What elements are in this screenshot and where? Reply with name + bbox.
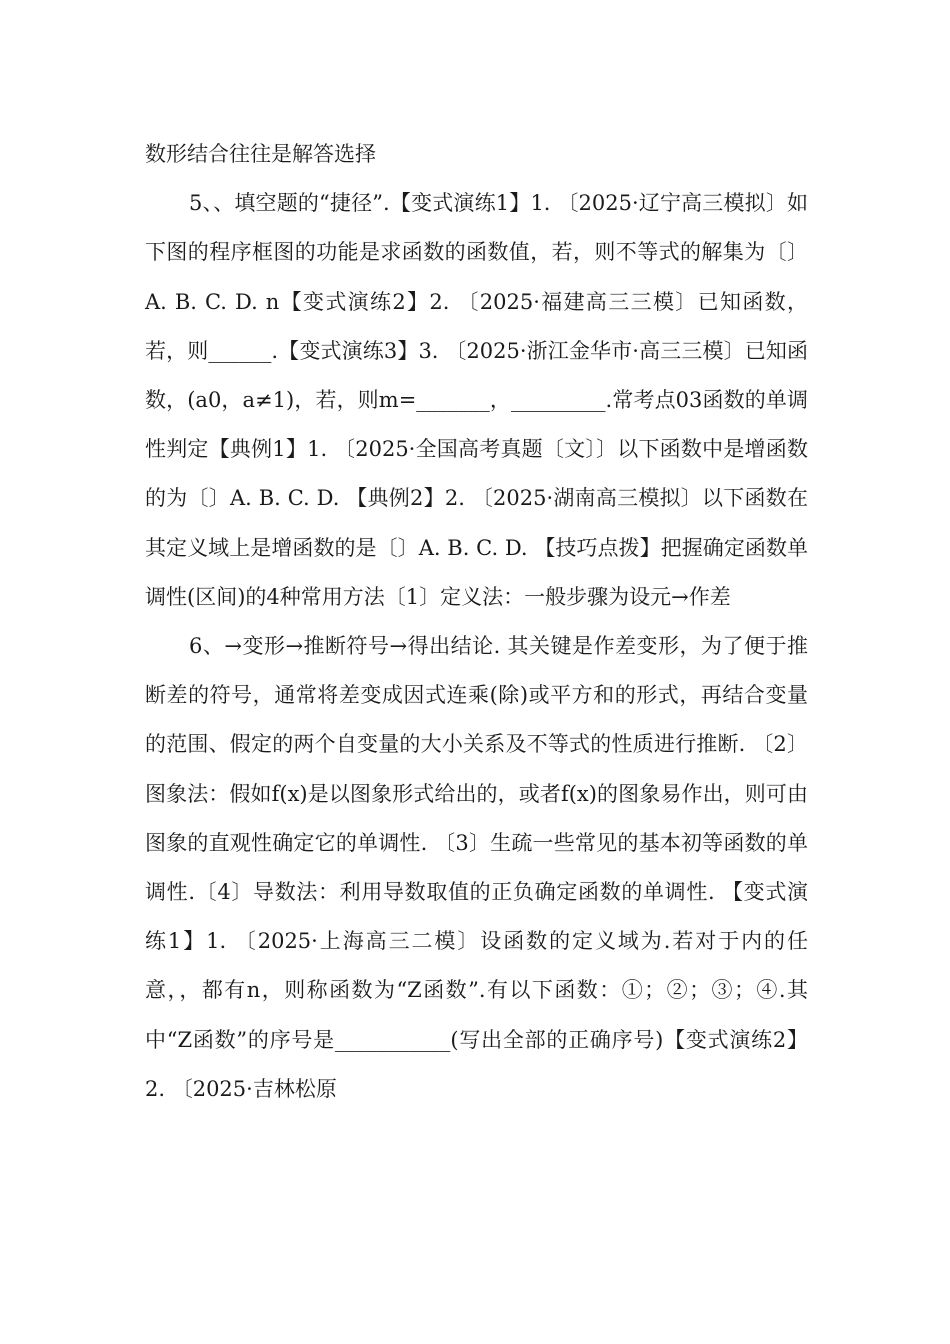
document-body [145,130,808,1114]
paragraph-3: 6、→变形→推断符号→得出结论. 其关键是作差变形，为了便于推断差的符号，通常将差变成因式连乘(除)或平方和的形式，再结合变量的范围、假定的两个自变量的大小关系及不等式的性质进行推断. 〔2〕图象法：假如f(x)是以图象形式给出的，或者f(x)的图象易作出，则可由图象的直观性确定它的单调性. 〔3〕生疏一些常见的基本初等函数的单调性.〔4〕导数法：利用导数取值的正负确定函数的单调性. 【变式演练1】1. 〔2025·上海高三二模〕设函数的定义域为.若对于内的任意，，都有n，则称函数为“Z函数”.有以下函数：①；②；③；④.其中“Z函数”的序号是___________(写出全部的正确序号)【变式演练2】2. 〔2025·吉林松原 [145,634,808,1101]
paragraph-1: 数形结合往往是解答选择 [145,142,376,166]
paragraph-2: 5、、填空题的“捷径”.【变式演练1】1. 〔2025·辽宁高三模拟〕如下图的程序框图的功能是求函数的函数值，若，则不等式的解集为〔〕A. B. C. D. n【变式演练2】2. 〔2025·福建高三三模〕已知函数，若，则______.【变式演练3】3. 〔2025·浙江金华市·高三三模〕已知函数，(a0，a≠1)，若，则m=_______，_________.常考点03函数的单调性判定【典例1】1. 〔2025·全国高考真题〔文〕〕以下函数中是增函数的为〔〕A. B. C. D. 【典例2】2. 〔2025·湖南高三模拟〕以下函数在其定义域上是增函数的是〔〕A. B. C. D. 【技巧点拨】把握确定函数单调性(区间)的4种常用方法〔1〕定义法：一般步骤为设元→作差 [145,191,808,609]
